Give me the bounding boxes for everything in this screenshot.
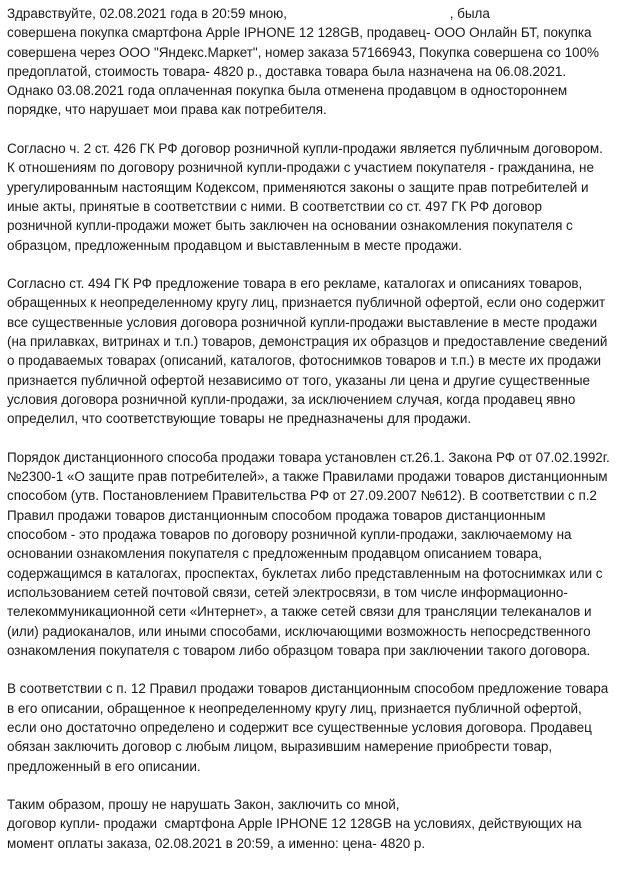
paragraph-article-494 [7,274,631,428]
text-line: договор купли- продажи смартфона Apple IPHONE 12 128GB на условиях, действующих на [7,816,582,832]
text-line: К отношениям по договору розничной купли-продажи с участием покупателя - гражданина, не [7,160,594,176]
text-line: Порядок дистанционного способа продажи товара установлен ст.26.1. Закона РФ от 07.02.1992г. [7,449,610,465]
text-line: использованием сетей почтовой связи, сетей электросвязи, в том числе информационно- [7,584,568,600]
text-line: Согласно ч. 2 ст. 426 ГК РФ договор розничной купли-продажи является публичным договором. [7,141,603,157]
text-line: обращенных к неопределенному кругу лиц, признается публичной офертой, если оно содержит [7,295,606,311]
text-line: если оно достаточно определено и содержит все существенные условия договора. Продавец [7,719,592,735]
text-line: Правил продажи товаров дистанционным способом продажа товаров дистанционным [7,507,546,523]
text-line: №2300-1 «О защите прав потребителей», а также Правилами продажи товаров дистанционным [7,469,608,485]
text-line: о продаваемых товарах (описаний, каталогов, фотоснимков товаров и т.п.) в месте их продажи [7,353,601,369]
text-line: совершена через ООО "Яндекс.Маркет", номер заказа 57166943, Покупка совершена со 100% [7,44,599,60]
text-line: определил, что соответствующие товары не предназначены для продажи. [7,411,472,427]
text-line: способом - это продажа товаров по договору розничной купли-продажи, заключаемому на [7,527,572,543]
text-line: ознакомления покупателя с товаром либо образцом товара при заключении такого договора. [7,642,591,658]
text-line: (или) радиоканалов, или иными способами, исключающими возможность непосредственного [7,623,591,639]
text-line: (на прилавках, витринах и т.п.) товаров, демонстрация их образцов и предоставление сведений [7,334,608,350]
text-line: предложенный в его описании. [7,758,201,774]
paragraph-request [7,795,631,853]
letter-document [7,4,631,872]
text-line: обязан заключить договор с любым лицом, выразившим намерение приобрести товар, [7,739,553,755]
text-line: образцом, предложенным продавцом и выставленным в месте продажи. [7,237,462,253]
text-line: способом (утв. Постановлением Правительства РФ от 27.09.2007 №612). В соответствии с п.2 [7,488,597,504]
paragraph-remote-sales-law [7,448,631,660]
paragraph-purchase-details [7,4,631,120]
text-line: все существенные условия договора розничной купли-продажи выставление в месте продажи [7,314,598,330]
paragraph-rule-12 [7,679,631,775]
text-line: порядке, что нарушает мои права как потребителя. [7,102,327,118]
text-line: предоплатой, стоимость товара- 4820 р., доставка товара была назначена на 06.08.2021. [7,63,567,79]
text-line: Таким образом, прошу не нарушать Закон, заключить со мной, [7,797,400,813]
text-line: Однако 03.08.2021 года оплаченная покупка была отменена продавцом в одностороннем [7,83,568,99]
text-line: признается публичной офертой независимо от того, указаны ли цена и другие существенные [7,372,590,388]
text-line: основании ознакомления покупателя с предложенным продавцом описанием товара, [7,546,542,562]
text-line: в его описании, обращенное к неопределенному кругу лиц, признается публичной офертой, [7,700,582,716]
text-line: иные акты, принятые в соответствии с ними. В соответствии со ст. 497 ГК РФ договор [7,198,543,214]
text-line: совершена покупка смартфона Apple IPHONE 12 128GB, продавец- ООО Онлайн БТ, покупка [7,25,592,41]
text-line: В соответствии с п. 12 Правил продажи товаров дистанционным способом предложение товара [7,681,609,697]
text-line: содержащимся в каталогах, проспектах, буклетах либо представленным на фотоснимках или с [7,565,603,581]
paragraph-article-426 [7,139,631,255]
text-line: телекоммуникационной сети «Интернет», а также сетей связи для трансляции телеканалов и [7,604,592,620]
text-line: Согласно ст. 494 ГК РФ предложение товара в его рекламе, каталогах и описаниях товаров, [7,276,583,292]
text-line: Здравствуйте, 02.08.2021 года в 20:59 мною, , была [7,6,490,21]
text-line: момент оплаты заказа, 02.08.2021 в 20:59, а именно: цена- 4820 р. [7,835,426,851]
text-line: условия договора розничной купли-продажи, за исключением случая, когда продавец явно [7,391,576,407]
text-line: урегулированным настоящим Кодексом, применяются законы о защите прав потребителей и [7,179,589,195]
text-line: розничной купли-продажи может быть заключен на основании ознакомления покупателя с [7,218,573,234]
